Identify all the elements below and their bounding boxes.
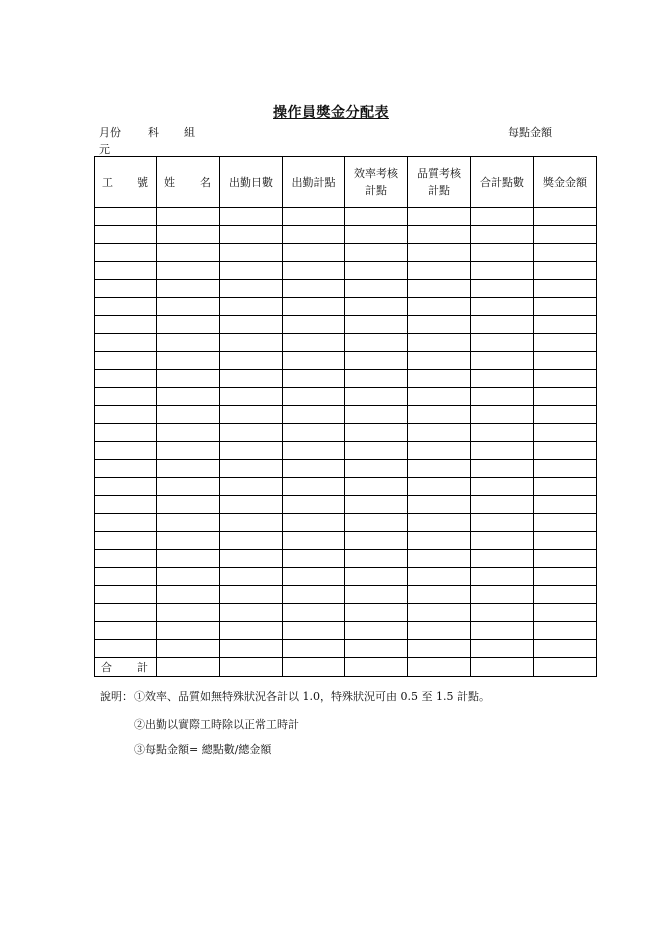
col-name: 姓 名 [157,157,220,208]
table-cell[interactable] [534,424,597,442]
table-cell[interactable] [157,226,220,244]
col-employee-id: 工 號 [95,157,157,208]
table-cell[interactable] [220,208,283,226]
table-cell[interactable] [534,388,597,406]
table-cell[interactable] [157,334,220,352]
table-cell[interactable] [471,496,534,514]
table-cell[interactable] [408,388,471,406]
table-cell[interactable] [471,658,534,677]
table-cell[interactable] [220,334,283,352]
table-cell[interactable] [534,334,597,352]
table-cell[interactable] [534,568,597,586]
table-cell[interactable] [220,280,283,298]
table-cell[interactable] [157,262,220,280]
table-cell[interactable] [95,442,157,460]
table-cell[interactable] [95,640,157,658]
table-row [95,442,597,460]
table-cell[interactable] [471,532,534,550]
table-cell[interactable] [283,532,345,550]
table-cell[interactable] [534,208,597,226]
table-cell[interactable] [220,514,283,532]
table-cell[interactable] [283,352,345,370]
table-cell[interactable] [283,568,345,586]
table-cell[interactable] [283,334,345,352]
table-row [95,478,597,496]
table-cell[interactable] [283,550,345,568]
table-cell[interactable] [157,532,220,550]
table-cell[interactable] [471,622,534,640]
table-cell[interactable] [408,478,471,496]
table-cell[interactable] [345,370,408,388]
table-cell[interactable] [471,334,534,352]
table-cell[interactable] [157,622,220,640]
note-item-3: ③每點金額= 總點數/總金額 [134,743,272,756]
table-cell[interactable] [534,604,597,622]
table-cell[interactable] [471,262,534,280]
table-cell[interactable] [408,622,471,640]
table-cell[interactable] [220,352,283,370]
table-cell[interactable] [345,658,408,677]
table-cell[interactable] [534,532,597,550]
table-row [95,424,597,442]
table-cell[interactable] [157,280,220,298]
table-cell[interactable] [220,226,283,244]
table-cell[interactable] [157,406,220,424]
table-cell[interactable] [157,208,220,226]
table-cell[interactable] [471,226,534,244]
table-cell[interactable] [283,370,345,388]
table-cell[interactable] [95,604,157,622]
table-cell[interactable] [95,244,157,262]
table-cell[interactable] [534,316,597,334]
table-cell[interactable] [283,460,345,478]
table-cell[interactable] [95,586,157,604]
col-bonus-amount: 獎金金額 [534,157,597,208]
table-cell[interactable] [534,370,597,388]
table-row [95,280,597,298]
table-cell[interactable] [534,226,597,244]
table-cell[interactable] [471,586,534,604]
table-cell[interactable] [471,424,534,442]
table-cell[interactable] [157,298,220,316]
table-row [95,640,597,658]
note-item-2: ②出勤以實際工時除以正常工時計 [134,718,299,731]
table-cell[interactable] [95,514,157,532]
table-cell[interactable] [408,352,471,370]
unit-label: 元 [99,143,110,156]
table-cell[interactable] [95,370,157,388]
table-cell[interactable] [220,424,283,442]
table-cell[interactable] [408,550,471,568]
table-row [95,352,597,370]
table-cell[interactable] [220,406,283,424]
table-row [95,514,597,532]
col-efficiency-points: 效率考核 計點 [345,157,408,208]
table-cell[interactable] [471,442,534,460]
table-cell[interactable] [345,244,408,262]
table-cell[interactable] [534,550,597,568]
table-cell[interactable] [157,442,220,460]
table-cell[interactable] [345,478,408,496]
table-cell[interactable] [283,478,345,496]
table-cell[interactable] [534,262,597,280]
table-cell[interactable] [157,352,220,370]
table-cell[interactable] [471,406,534,424]
table-cell[interactable] [471,568,534,586]
table-cell[interactable] [157,640,220,658]
col-total-points: 合計點數 [471,157,534,208]
table-cell[interactable] [283,640,345,658]
table-cell[interactable] [471,280,534,298]
table-cell[interactable] [157,388,220,406]
table-cell[interactable] [220,622,283,640]
table-cell[interactable] [408,658,471,677]
table-cell[interactable] [471,298,534,316]
table-cell[interactable] [345,208,408,226]
table-cell[interactable] [534,442,597,460]
table-cell[interactable] [534,406,597,424]
table-cell[interactable] [534,658,597,677]
table-cell[interactable] [408,604,471,622]
table-cell[interactable] [283,424,345,442]
table-cell[interactable] [345,280,408,298]
table-cell[interactable] [471,208,534,226]
table-row [95,298,597,316]
table-cell[interactable] [408,226,471,244]
table-cell[interactable] [534,622,597,640]
table-cell[interactable] [534,460,597,478]
table-cell[interactable] [95,352,157,370]
table-cell[interactable] [95,532,157,550]
table-cell[interactable] [157,604,220,622]
table-cell[interactable] [220,388,283,406]
table-cell[interactable] [157,568,220,586]
table-cell[interactable] [471,640,534,658]
table-cell[interactable] [345,514,408,532]
table-row [95,262,597,280]
table-cell[interactable] [220,460,283,478]
table-cell[interactable] [283,622,345,640]
table-cell[interactable] [283,244,345,262]
table-cell[interactable] [534,586,597,604]
table-cell[interactable] [345,586,408,604]
department-label: 科 [148,126,159,139]
table-cell[interactable] [157,424,220,442]
table-cell[interactable] [220,316,283,334]
table-cell[interactable] [95,280,157,298]
table-cell[interactable] [95,478,157,496]
table-cell[interactable] [534,352,597,370]
total-label: 合 計 [95,658,157,677]
table-cell[interactable] [534,496,597,514]
table-cell[interactable] [345,568,408,586]
table-cell[interactable] [283,262,345,280]
col-attendance-points: 出勤計點 [283,157,345,208]
table-cell[interactable] [95,316,157,334]
table-cell[interactable] [283,658,345,677]
table-cell[interactable] [345,334,408,352]
table-cell[interactable] [220,478,283,496]
table-cell[interactable] [95,424,157,442]
table-cell[interactable] [157,658,220,677]
table-cell[interactable] [345,622,408,640]
table-cell[interactable] [220,298,283,316]
table-row [95,604,597,622]
table-cell[interactable] [471,514,534,532]
table-cell[interactable] [408,334,471,352]
table-cell[interactable] [220,568,283,586]
table-cell[interactable] [345,442,408,460]
table-cell[interactable] [220,370,283,388]
table-cell[interactable] [283,208,345,226]
note-item-1: ①效率、品質如無特殊狀況各計以 1.0，特殊狀況可由 0.5 至 1.5 計點。 [134,690,490,703]
col-attendance-days: 出勤日數 [220,157,283,208]
table-cell[interactable] [95,550,157,568]
table-cell[interactable] [95,262,157,280]
table-cell[interactable] [408,424,471,442]
form-title: 操作員獎金分配表 [273,105,389,121]
table-cell[interactable] [283,280,345,298]
table-cell[interactable] [283,586,345,604]
table-cell[interactable] [220,244,283,262]
table-cell[interactable] [95,496,157,514]
table-cell[interactable] [220,640,283,658]
table-cell[interactable] [471,604,534,622]
table-cell[interactable] [283,604,345,622]
table-cell[interactable] [408,514,471,532]
table-row [95,622,597,640]
table-cell[interactable] [534,244,597,262]
table-cell[interactable] [471,370,534,388]
table-cell[interactable] [283,388,345,406]
table-row [95,550,597,568]
table-cell[interactable] [157,478,220,496]
table-row [95,460,597,478]
table-cell[interactable] [95,568,157,586]
table-row [95,316,597,334]
table-cell[interactable] [220,532,283,550]
table-cell[interactable] [534,280,597,298]
table-cell[interactable] [345,262,408,280]
table-cell[interactable] [345,352,408,370]
table-row [95,208,597,226]
per-point-amount-label: 每點金額 [508,126,552,139]
table-cell[interactable] [408,532,471,550]
table-cell[interactable] [220,604,283,622]
table-cell[interactable] [283,298,345,316]
table-cell[interactable] [345,316,408,334]
table-cell[interactable] [283,406,345,424]
table-cell[interactable] [471,316,534,334]
group-label: 組 [184,126,195,139]
table-cell[interactable] [283,496,345,514]
table-cell[interactable] [157,460,220,478]
table-cell[interactable] [408,244,471,262]
table-cell[interactable] [408,316,471,334]
table-cell[interactable] [345,496,408,514]
table-cell[interactable] [408,280,471,298]
table-cell[interactable] [408,262,471,280]
table-cell[interactable] [157,550,220,568]
table-cell[interactable] [408,460,471,478]
table-cell[interactable] [157,496,220,514]
table-cell[interactable] [220,262,283,280]
table-cell[interactable] [345,298,408,316]
table-row [95,406,597,424]
table-cell[interactable] [283,514,345,532]
table-cell[interactable] [283,442,345,460]
table-cell[interactable] [220,442,283,460]
table-cell[interactable] [345,388,408,406]
table-cell[interactable] [471,388,534,406]
table-cell[interactable] [408,208,471,226]
table-cell[interactable] [220,658,283,677]
table-cell[interactable] [157,244,220,262]
table-cell[interactable] [345,532,408,550]
table-row [95,568,597,586]
table-cell[interactable] [95,460,157,478]
total-row [95,658,597,677]
table-cell[interactable] [345,604,408,622]
table-cell[interactable] [408,586,471,604]
table-cell[interactable] [95,406,157,424]
bonus-table [94,156,597,677]
table-cell[interactable] [471,460,534,478]
table-cell[interactable] [95,622,157,640]
table-row [95,532,597,550]
table-row [95,226,597,244]
table-cell[interactable] [95,298,157,316]
month-label: 月份 [99,126,121,139]
table-cell[interactable] [220,496,283,514]
table-cell[interactable] [157,370,220,388]
table-cell[interactable] [408,568,471,586]
table-cell[interactable] [471,244,534,262]
table-cell[interactable] [471,478,534,496]
table-cell[interactable] [471,352,534,370]
table-cell[interactable] [408,298,471,316]
header-row [95,157,597,208]
table-row [95,496,597,514]
table-cell[interactable] [471,550,534,568]
table-cell[interactable] [283,316,345,334]
table-cell[interactable] [95,208,157,226]
table-cell[interactable] [408,442,471,460]
col-quality-points: 品質考核 計點 [408,157,471,208]
table-cell[interactable] [95,226,157,244]
table-cell[interactable] [345,424,408,442]
table-cell[interactable] [534,298,597,316]
table-cell[interactable] [283,226,345,244]
table-row [95,244,597,262]
table-cell[interactable] [345,406,408,424]
table-cell[interactable] [534,640,597,658]
table-row [95,388,597,406]
table-cell[interactable] [534,478,597,496]
table-cell[interactable] [95,334,157,352]
table-cell[interactable] [345,226,408,244]
table-cell[interactable] [220,550,283,568]
table-cell[interactable] [408,640,471,658]
table-cell[interactable] [157,316,220,334]
table-cell[interactable] [220,586,283,604]
table-cell[interactable] [345,640,408,658]
table-cell[interactable] [345,460,408,478]
table-cell[interactable] [157,586,220,604]
table-cell[interactable] [408,496,471,514]
table-cell[interactable] [408,370,471,388]
table-row [95,370,597,388]
table-cell[interactable] [345,550,408,568]
table-row [95,334,597,352]
table-cell[interactable] [157,514,220,532]
notes-label: 說明： [100,690,133,703]
table-cell[interactable] [534,514,597,532]
table-cell[interactable] [408,406,471,424]
table-row [95,586,597,604]
table-cell[interactable] [95,388,157,406]
